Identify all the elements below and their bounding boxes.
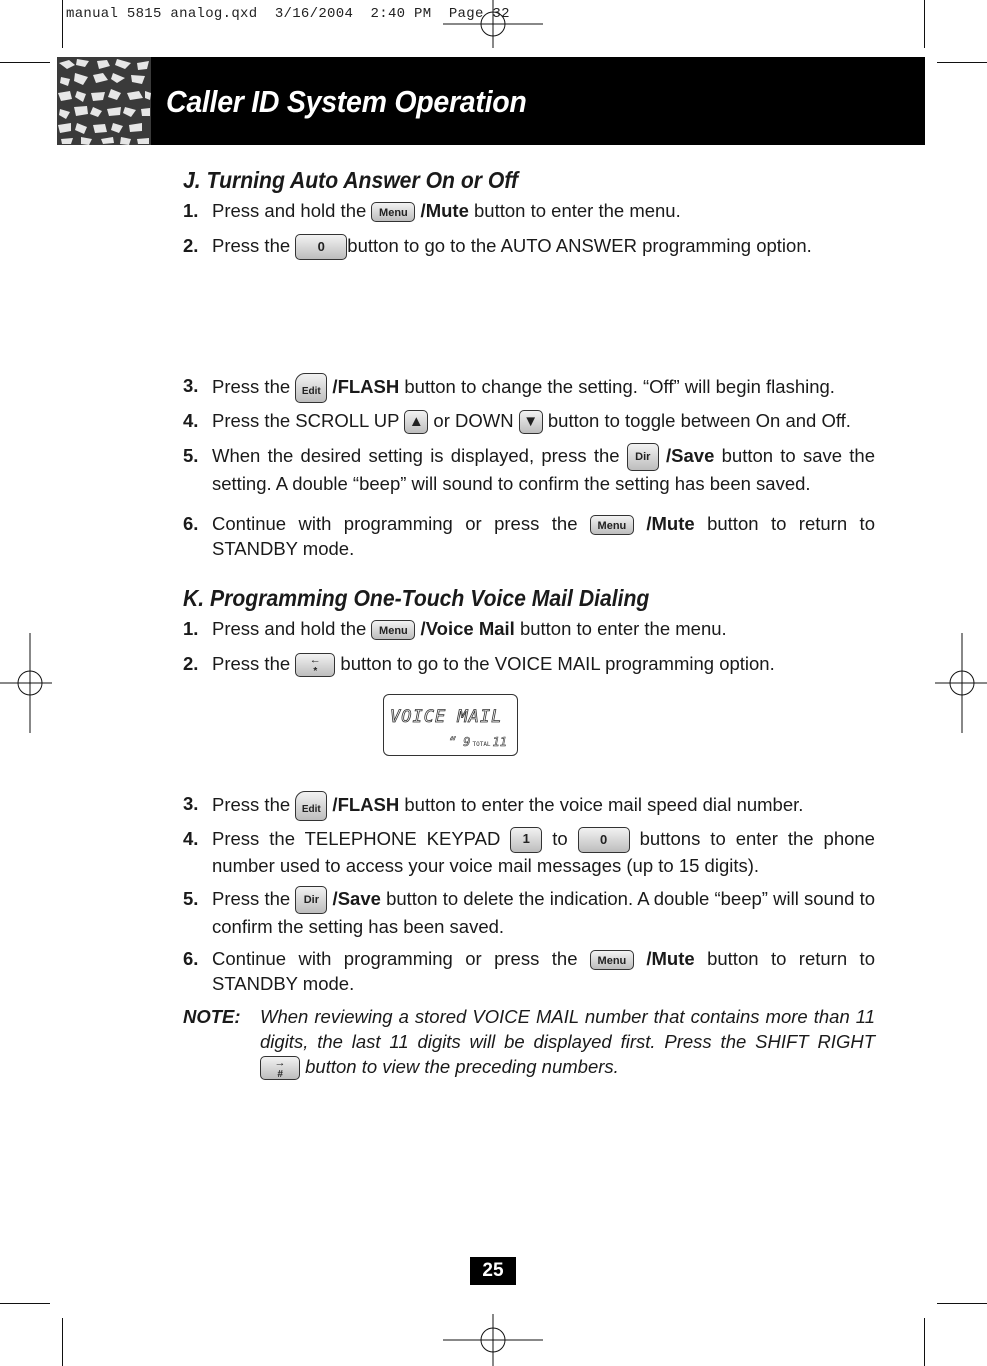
step-text: button to return to STANDBY mode. bbox=[212, 513, 875, 559]
k-step-4 bbox=[183, 826, 875, 878]
step-text: button to enter the voice mail speed dial number. bbox=[399, 793, 804, 815]
one-key-icon: 1 bbox=[510, 827, 542, 853]
step-text: Press the bbox=[212, 793, 296, 815]
step-text: button to delete the indication. A double “beep” will sound to confirm the setting has been saved. bbox=[212, 888, 875, 938]
j-step-6 bbox=[183, 511, 875, 561]
scroll-down-key-icon: ▼ bbox=[519, 410, 543, 434]
k-step-1 bbox=[183, 616, 875, 641]
print-slug: manual 5815 analog.qxd 3/16/2004 2:40 PM Page 32 bbox=[66, 6, 510, 22]
menu-key-icon: Menu bbox=[590, 950, 634, 970]
k-step-3 bbox=[183, 791, 875, 821]
step-text: button to return to STANDBY mode. bbox=[212, 948, 875, 994]
step-text: Press the bbox=[212, 888, 296, 909]
step-text: Press the SCROLL UP bbox=[212, 410, 405, 431]
edit-key-icon: Edit bbox=[295, 791, 327, 821]
step-keyword: /Mute bbox=[633, 948, 695, 969]
lcd-display bbox=[383, 694, 518, 756]
registration-mark-left bbox=[0, 633, 52, 733]
step-text: button to go to the VOICE MAIL programming option. bbox=[335, 653, 775, 674]
step-text: When the desired setting is displayed, press the bbox=[212, 445, 627, 466]
star-key-icon bbox=[295, 653, 335, 677]
step-keyword: /Mute bbox=[633, 513, 695, 534]
step-keyword: /FLASH bbox=[327, 375, 400, 397]
registration-mark-top bbox=[443, 0, 543, 48]
step-text: or DOWN bbox=[428, 410, 519, 431]
crop-mark bbox=[937, 1303, 987, 1304]
k-step-6 bbox=[183, 946, 875, 996]
step-text: button to go to the AUTO ANSWER programming option. bbox=[347, 235, 812, 256]
step-keyword: /Mute bbox=[415, 200, 469, 221]
step-text: Press the bbox=[212, 375, 296, 397]
step-text: Press the bbox=[212, 235, 296, 256]
step-text: Continue with programming or press the bbox=[212, 513, 590, 534]
step-number: 4. bbox=[183, 828, 199, 849]
menu-key-icon: Menu bbox=[371, 620, 415, 640]
step-text: button to toggle between On and Off. bbox=[542, 410, 851, 431]
note-text: When reviewing a stored VOICE MAIL number that contains more than 11 digits, the last 11 digits will be displayed first. Press the SHIFT RIGHT bbox=[260, 1006, 875, 1052]
step-number: 3. bbox=[183, 375, 199, 396]
note-block bbox=[183, 1004, 875, 1080]
crop-mark bbox=[62, 0, 63, 48]
lcd-sub-text bbox=[449, 735, 507, 749]
step-number: 3. bbox=[183, 793, 199, 814]
step-text: Continue with programming or press the bbox=[212, 948, 590, 969]
k-step-2 bbox=[183, 651, 875, 677]
j-step-3 bbox=[183, 373, 875, 403]
step-text: to bbox=[542, 828, 578, 849]
step-text: Press and hold the bbox=[212, 200, 372, 221]
step-number: 1. bbox=[183, 618, 199, 639]
crop-mark bbox=[937, 62, 987, 63]
j-step-4 bbox=[183, 408, 875, 434]
step-text: button to enter the menu. bbox=[468, 200, 681, 221]
menu-key-icon: Menu bbox=[590, 515, 634, 535]
lcd-count: “ 9 bbox=[448, 735, 471, 749]
step-text: button to save the setting. A double “beep” will sound to confirm the setting has been saved. bbox=[212, 445, 875, 495]
lcd-total-label: TOTAL bbox=[472, 741, 491, 748]
note-label: NOTE: bbox=[183, 1006, 241, 1027]
zero-key-icon: 0 bbox=[578, 827, 630, 853]
left-arrow-icon: ← bbox=[309, 654, 321, 667]
section-k-heading: K. Programming One-Touch Voice Mail Dialing bbox=[183, 585, 650, 611]
page-number: 25 bbox=[470, 1257, 516, 1285]
dir-key-icon: Dir bbox=[295, 886, 327, 914]
header-pattern bbox=[57, 57, 151, 145]
crop-mark bbox=[924, 1318, 925, 1366]
step-text: buttons to enter the phone number used to access your voice mail messages (up to 15 digits). bbox=[212, 828, 875, 877]
j-step-2 bbox=[183, 233, 875, 260]
dir-key-icon: Dir bbox=[627, 443, 659, 471]
j-step-1 bbox=[183, 198, 875, 223]
step-number: 1. bbox=[183, 200, 199, 221]
step-keyword: /FLASH bbox=[327, 793, 400, 815]
registration-mark-right bbox=[935, 633, 987, 733]
lcd-total-value: 11 bbox=[492, 735, 507, 749]
right-arrow-icon: → bbox=[274, 1057, 286, 1070]
lcd-main-text: VOICE MAIL bbox=[390, 707, 503, 727]
menu-key-icon: Menu bbox=[371, 202, 415, 222]
crop-mark bbox=[924, 0, 925, 48]
zero-key-icon: 0 bbox=[295, 234, 347, 260]
step-number: 6. bbox=[183, 513, 199, 534]
step-number: 6. bbox=[183, 948, 199, 969]
scroll-up-key-icon: ▲ bbox=[404, 410, 428, 434]
crop-mark bbox=[0, 62, 50, 63]
step-keyword: /Save bbox=[327, 888, 381, 909]
step-number: 5. bbox=[183, 445, 199, 466]
step-text: Press the TELEPHONE KEYPAD bbox=[212, 828, 511, 849]
crop-mark bbox=[0, 1303, 50, 1304]
step-number: 2. bbox=[183, 653, 199, 674]
hash-key-icon bbox=[260, 1056, 300, 1080]
step-number: 4. bbox=[183, 410, 199, 431]
step-keyword: /Save bbox=[658, 445, 715, 466]
step-number: 2. bbox=[183, 235, 199, 256]
step-text: button to change the setting. “Off” will begin flashing. bbox=[399, 375, 835, 397]
step-text: Press and hold the bbox=[212, 618, 372, 639]
step-text: button to enter the menu. bbox=[514, 618, 727, 639]
note-text: button to view the preceding numbers. bbox=[300, 1056, 619, 1077]
registration-mark-bottom bbox=[443, 1314, 543, 1366]
edit-key-icon: Edit bbox=[295, 373, 327, 403]
k-step-5 bbox=[183, 886, 875, 939]
hash-label: # bbox=[277, 1069, 283, 1081]
step-text: Press the bbox=[212, 653, 296, 674]
page-title: Caller ID System Operation bbox=[166, 84, 527, 119]
step-keyword: /Voice Mail bbox=[415, 618, 515, 639]
step-number: 5. bbox=[183, 888, 199, 909]
section-j-heading: J. Turning Auto Answer On or Off bbox=[183, 167, 519, 193]
star-label: * bbox=[313, 666, 318, 678]
j-step-5 bbox=[183, 443, 875, 496]
crop-mark bbox=[62, 1318, 63, 1366]
